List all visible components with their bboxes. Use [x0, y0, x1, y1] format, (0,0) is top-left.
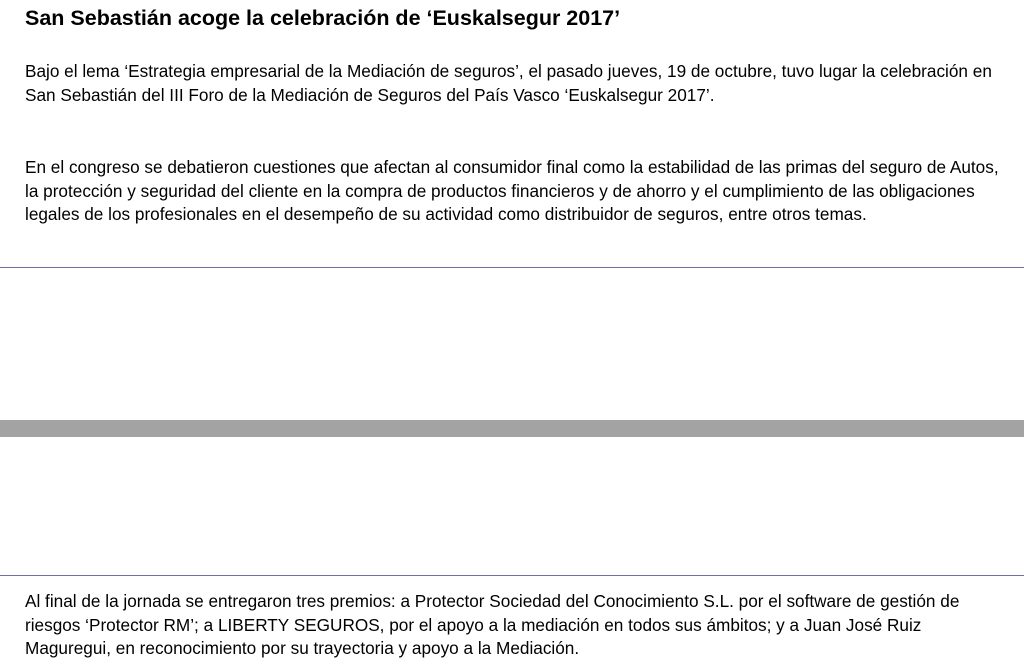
- article-paragraph-2: En el congreso se debatieron cuestiones que afectan al consumidor final como la estabilidad de las primas del seguro de Autos, la protección y seguridad del cliente en la compra de productos financieros y de ahorro y el cumplimiento de las obligaciones legales de los profesionales en el desempeño de su actividad como distribuidor de seguros, entre otros temas.: [25, 157, 999, 224]
- blank-region-lower: [0, 437, 1024, 575]
- article-paragraph-3: Al final de la jornada se entregaron tres premios: a Protector Sociedad del Conocimiento S.L. por el software de gestión de riesgos ‘Protector RM’; a LIBERTY SEGUROS, por el apoyo a la mediación en todos sus ámbitos; y a Juan José Ruiz Maguregui, en reconocimiento por su trayectoria y apoyo a la Mediación.: [25, 591, 960, 658]
- article-paragraph-1: Bajo el lema ‘Estrategia empresarial de la Mediación de seguros’, el pasado jueves, 19 de octubre, tuvo lugar la celebración en San Sebastián del III Foro de la Mediación de Seguros del País Vasco ‘Euskalsegur 2017’.: [25, 61, 992, 105]
- gray-separator-band: [0, 420, 1024, 437]
- blank-region-upper: [0, 268, 1024, 420]
- article-title: San Sebastián acoge la celebración de ‘Euskalsegur 2017’: [25, 6, 621, 30]
- section-divider-bottom: [0, 575, 1024, 576]
